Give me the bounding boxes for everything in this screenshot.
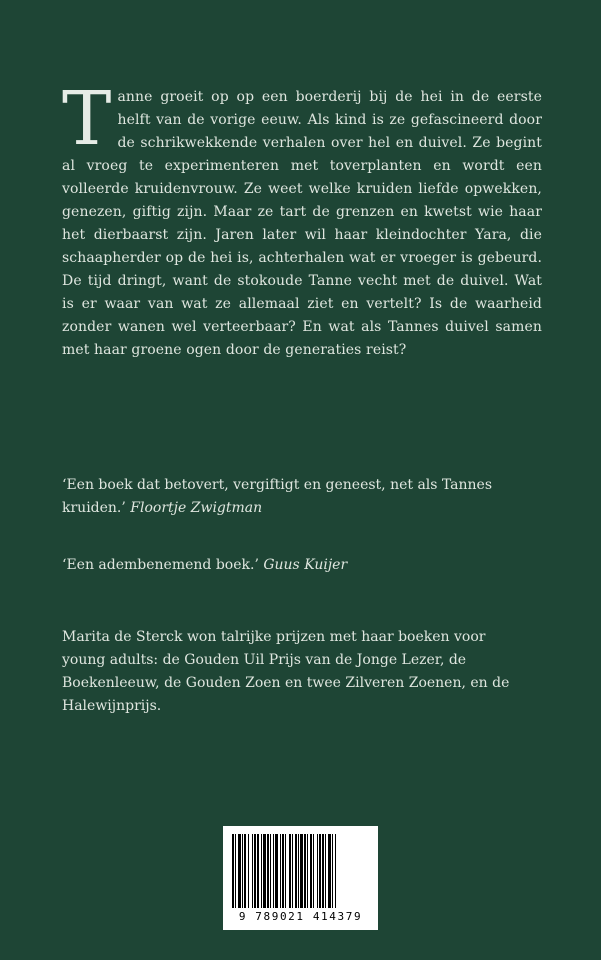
barcode-bar: [254, 834, 256, 908]
barcode-bar: [267, 834, 269, 908]
barcode-bar: [285, 834, 286, 908]
barcode-bar: [328, 834, 331, 908]
review-quote: [62, 554, 542, 577]
barcode-bar: [335, 834, 336, 908]
barcode-bar: [280, 834, 281, 908]
barcode-bar: [300, 834, 303, 908]
barcode-bar: [261, 834, 262, 908]
review-quote: [62, 474, 542, 520]
review-quote-text: ‘Een boek dat betovert, vergiftigt en geneest, net als Tannes kruiden.’: [62, 477, 493, 516]
blurb-paragraph: [62, 76, 542, 362]
barcode-bar: [292, 834, 293, 908]
barcode-bar: [332, 834, 333, 908]
barcode-bar: [252, 834, 253, 908]
blurb-text: anne groeit op op een boerderij bij de hei in de eerste helft van de vorige eeuw. Als kind is ze gefascineerd door de schrikwekkende verhalen over hel en duivel. Ze begint al vroeg te experimenteren met toverplanten en wordt een volleerde kruidenvrouw. Ze weet welke kruiden liefde opwekken, genezen, giftig zijn. Maar ze tart de grenzen en kwetst wie haar het dierbaarst zijn. Jaren later wil haar kleindochter Yara, die schaapherder op de hei is, achterhalen wat er vroeger is gebeurd. De tijd dringt, want de stokoude Tanne vecht met de duivel. Wat is er waar van wat ze allemaal ziet en vertelt? Is de waarheid zonder wanen wel verteerbaar? En wat als Tannes duivel samen met haar groene ogen door de generaties reist?: [62, 89, 542, 358]
author-bio-text: Marita de Sterck won talrijke prijzen met haar boeken voor young adults: de Gouden Uil Prijs van de Jonge Lezer, de Boekenleeuw, de Gouden Zoen en twee Zilveren Zoenen, en de Halewijnprijs.: [62, 629, 510, 714]
isbn-number: 9 789021 414379: [238, 910, 363, 923]
barcode-bar: [298, 834, 299, 908]
barcode-bar: [273, 834, 274, 908]
barcode-bar: [289, 834, 291, 908]
author-bio: [62, 626, 522, 718]
barcode-bar: [257, 834, 259, 908]
barcode-bar: [244, 834, 246, 908]
review-quote-text: ‘Een adembenemend boek.’: [62, 557, 259, 573]
review-quote-author: Floortje Zwigtman: [130, 500, 263, 516]
barcode-bar: [313, 834, 314, 908]
review-quote-author: Guus Kuijer: [263, 557, 348, 573]
barcode-bar: [232, 834, 234, 908]
barcode-bar: [295, 834, 297, 908]
barcode-bar: [275, 834, 278, 908]
barcode-bar: [242, 834, 243, 908]
barcode-bar: [317, 834, 318, 908]
barcode-bar: [304, 834, 306, 908]
barcode-bar: [322, 834, 324, 908]
barcode-bar: [270, 834, 271, 908]
barcode-bar: [307, 834, 308, 908]
barcode-bar: [248, 834, 249, 908]
barcode-bar: [310, 834, 312, 908]
barcode-bar: [282, 834, 284, 908]
barcode-bar: [263, 834, 266, 908]
barcode-bar: [319, 834, 321, 908]
barcode-bar: [238, 834, 241, 908]
barcode-bar: [325, 834, 326, 908]
drop-cap: T: [62, 76, 112, 162]
isbn-barcode: [223, 826, 378, 930]
barcode-bar: [235, 834, 236, 908]
